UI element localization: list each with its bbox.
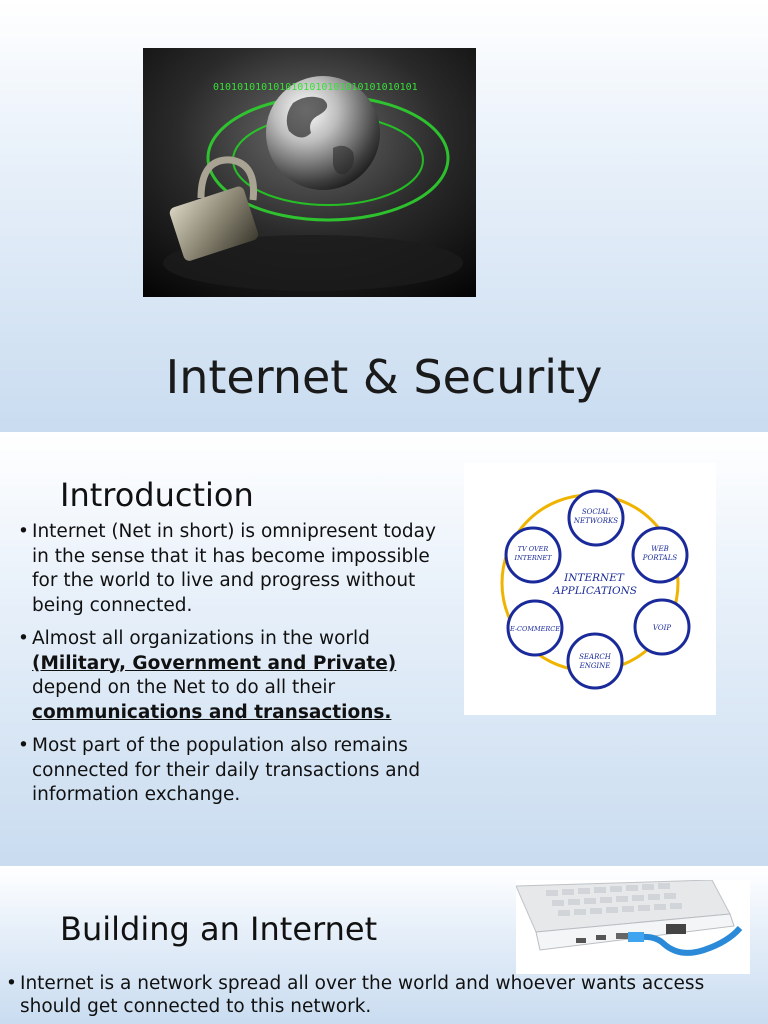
slide-introduction xyxy=(0,434,768,866)
center-label-line1: INTERNET xyxy=(564,572,624,584)
internet-applications-diagram xyxy=(464,463,716,715)
node-label: E-COMMERCE xyxy=(509,625,561,633)
bullet-omnipresent: • Internet (Net in short) is omnipresent today in the sense that it has become impossible for the world to live and progress without being connected. xyxy=(18,520,458,618)
node-label: NETWORKS xyxy=(573,517,619,525)
building-heading: Building an Internet xyxy=(60,910,378,948)
bullet-text: Almost all organizations in the world xyxy=(32,628,370,649)
node-label: INTERNET xyxy=(514,554,552,562)
node-label: WEB xyxy=(651,545,669,553)
emphasis-communications: communications and transactions. xyxy=(32,701,392,723)
introduction-bullets xyxy=(18,520,458,817)
node-label: VOIP xyxy=(652,624,672,632)
slide-building-internet xyxy=(0,868,768,1024)
bullet-text: depend on the Net to do all their xyxy=(32,677,336,698)
node-label: SOCIAL xyxy=(581,508,611,516)
node-label: TV OVER xyxy=(517,545,549,553)
bullet-network: • Internet is a network spread all over the world and whoever wants access should get connected to this network. xyxy=(6,972,766,1018)
node-label: PORTALS xyxy=(642,554,678,562)
emphasis-organizations: (Military, Government and Private) xyxy=(32,652,397,674)
laptop-cable-image xyxy=(516,880,750,974)
introduction-heading: Introduction xyxy=(60,476,254,514)
node-search-engine xyxy=(568,634,622,688)
bullet-organizations xyxy=(18,627,458,725)
globe xyxy=(266,76,380,190)
building-bullets xyxy=(6,972,766,1018)
slide-title xyxy=(0,0,768,432)
center-label-line2: APPLICATIONS xyxy=(552,585,638,597)
bullet-population: • Most part of the population also remains connected for their daily transactions and information exchange. xyxy=(18,734,458,808)
node-label: ENGINE xyxy=(579,662,611,670)
binary-text: 0101010101010101010101010101010101 xyxy=(213,82,418,93)
globe-lock-image xyxy=(143,48,476,297)
slide-title-text: Internet & Security xyxy=(165,350,603,404)
node-label: SEARCH xyxy=(579,653,611,661)
